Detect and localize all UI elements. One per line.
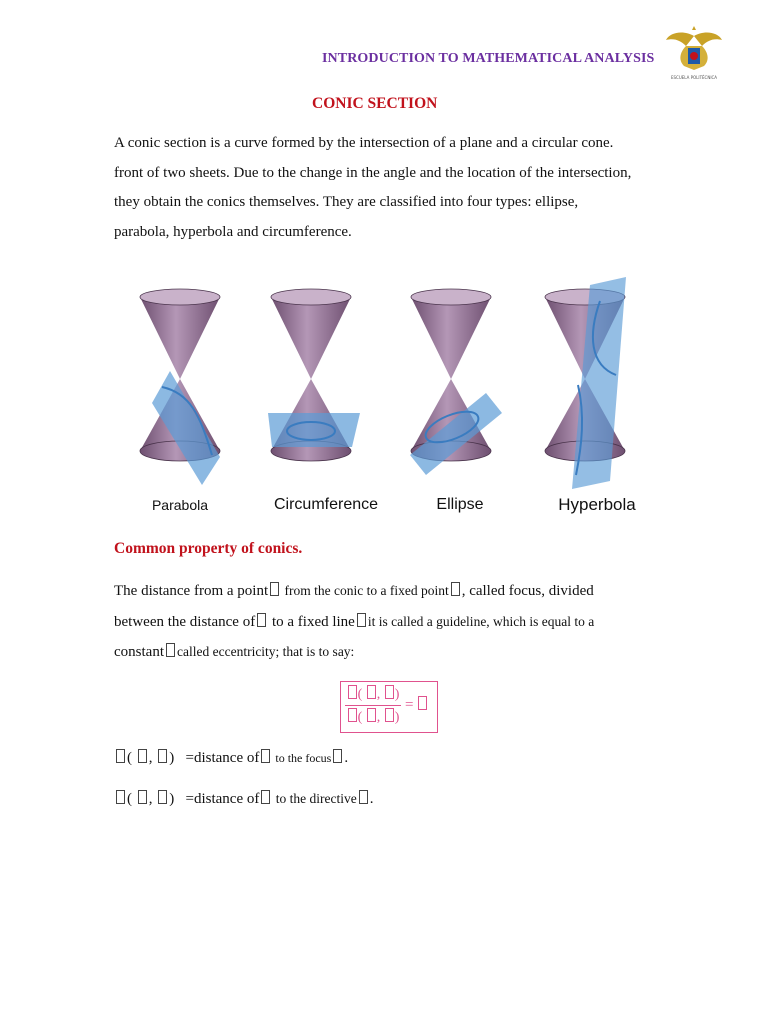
definition-focus: ( , ) =distance of to the focus . bbox=[114, 749, 348, 767]
intro-line: front of two sheets. Due to the change in the angle and the location of the intersection, bbox=[114, 164, 632, 181]
symbol-placeholder bbox=[261, 749, 270, 763]
symbol-placeholder bbox=[451, 582, 460, 596]
parabola-cone bbox=[140, 289, 220, 485]
symbol-placeholder bbox=[333, 749, 342, 763]
label-hyperbola: Hyperbola bbox=[558, 495, 636, 514]
property-line bbox=[114, 607, 674, 638]
text-span: . bbox=[344, 750, 349, 766]
text-span: from the conic to a fixed point bbox=[281, 583, 449, 598]
hyperbola-cone bbox=[545, 277, 626, 489]
intro-line: parabola, hyperbola and circumference. bbox=[114, 223, 352, 240]
symbol-placeholder bbox=[116, 749, 125, 763]
header-title: INTRODUCTION TO MATHEMATICAL ANALYSIS bbox=[322, 51, 655, 66]
symbol-placeholder bbox=[138, 749, 147, 763]
text-span: it is called a guideline, which is equal to a bbox=[367, 613, 595, 629]
formula-fraction bbox=[345, 685, 401, 726]
text-span: to the focus bbox=[272, 751, 332, 765]
text-span: =distance of bbox=[185, 750, 260, 766]
section-heading: Common property of conics. bbox=[114, 540, 303, 557]
text-span: to a fixed line bbox=[268, 613, 355, 630]
text-span: between the distance of bbox=[114, 613, 256, 630]
formula-equals bbox=[405, 696, 428, 714]
text-span: to the directive bbox=[272, 791, 357, 806]
definition-directive: ( , ) =distance of to the directive . bbox=[114, 790, 373, 808]
text-span: . bbox=[369, 791, 374, 807]
page-title: CONIC SECTION bbox=[312, 95, 438, 112]
text-span: The distance from a point bbox=[114, 583, 269, 599]
fraction-numerator: ( , ) bbox=[345, 685, 401, 706]
fraction-denominator: ( , ) bbox=[345, 706, 401, 726]
symbol-placeholder bbox=[270, 582, 279, 596]
symbol-placeholder bbox=[158, 749, 167, 763]
label-parabola: Parabola bbox=[151, 497, 209, 513]
intro-line: A conic section is a curve formed by the intersection of a plane and a circular cone. bbox=[114, 135, 614, 151]
text-span: , called focus, divided bbox=[461, 583, 594, 599]
label-circumference: Circumference bbox=[273, 496, 379, 513]
label-ellipse: Ellipse bbox=[436, 496, 484, 513]
text-span: =distance of bbox=[185, 791, 260, 807]
logo-caption: ESCUELA POLITÉCNICA bbox=[670, 75, 718, 80]
ellipse-cone bbox=[410, 289, 502, 475]
symbol-placeholder bbox=[166, 643, 175, 657]
symbol-placeholder bbox=[261, 790, 270, 804]
intro-line: they obtain the conics themselves. They are classified into four types: ellipse, bbox=[114, 194, 579, 210]
property-paragraph bbox=[114, 576, 674, 668]
symbol-placeholder bbox=[357, 613, 366, 627]
symbol-placeholder bbox=[138, 790, 147, 804]
text-span: called eccentricity; that is to say: bbox=[177, 644, 355, 659]
eccentricity-formula bbox=[340, 681, 438, 733]
property-line bbox=[114, 576, 674, 607]
university-logo bbox=[664, 26, 724, 82]
equals-sign: = bbox=[405, 697, 414, 713]
symbol-placeholder bbox=[116, 790, 125, 804]
symbol-placeholder bbox=[158, 790, 167, 804]
symbol-placeholder bbox=[257, 613, 266, 627]
circumference-cone bbox=[268, 289, 360, 461]
text-span: constant bbox=[114, 644, 164, 660]
conic-sections-figure bbox=[130, 275, 650, 520]
symbol-placeholder bbox=[359, 790, 368, 804]
intro-paragraph bbox=[114, 129, 674, 247]
property-line bbox=[114, 637, 674, 668]
